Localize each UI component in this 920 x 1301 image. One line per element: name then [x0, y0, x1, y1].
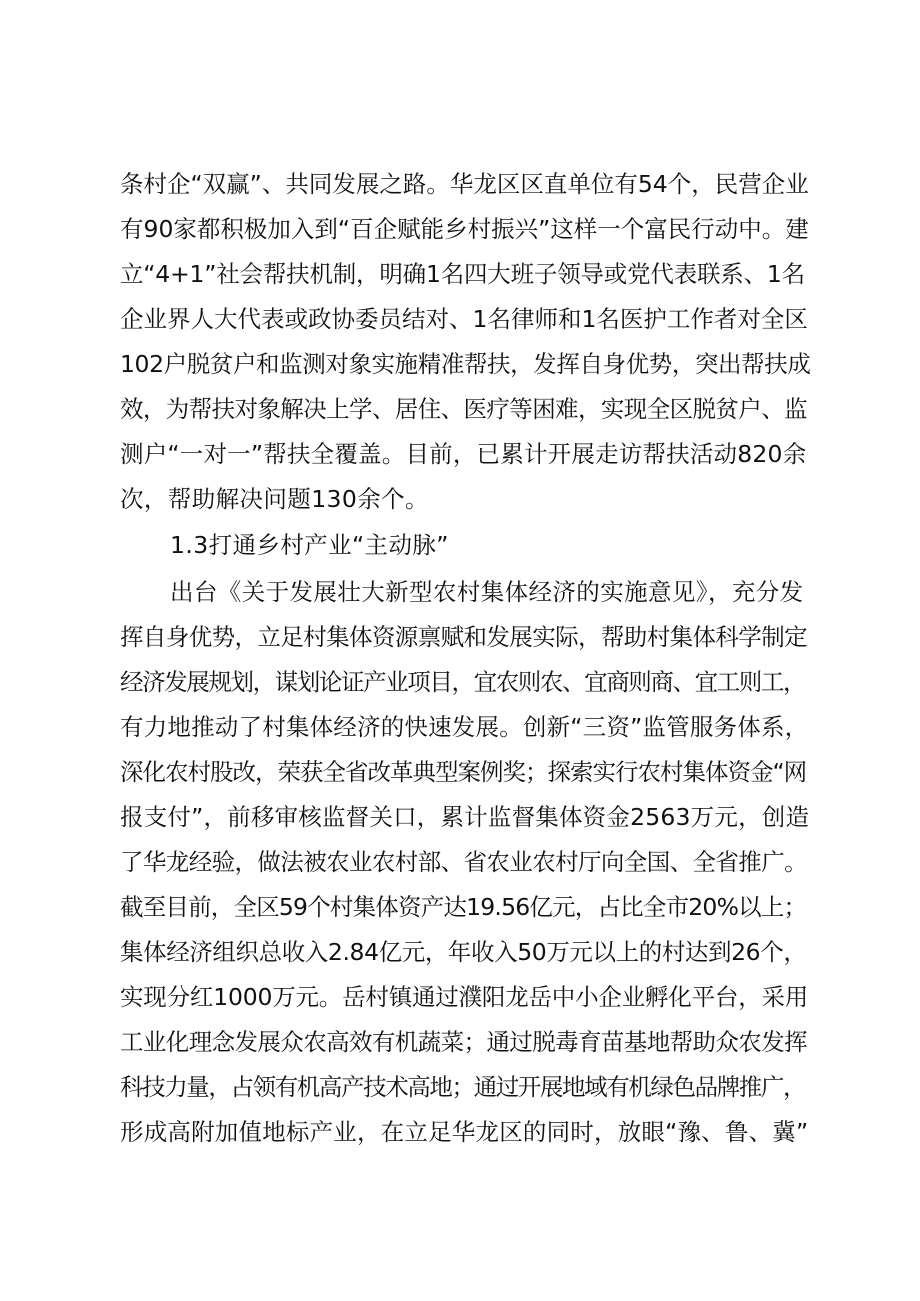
paragraph-1-line-2: 有90家都积极加入到“百企赋能乡村振兴”这样一个富民行动中。建	[120, 215, 809, 243]
section-heading: 1.3打通乡村产业“主动脉”	[170, 531, 449, 559]
paragraph-2-line-9: 集体经济组织总收入2.84亿元，年收入50万元以上的村达到26个，	[120, 938, 807, 966]
paragraph-2-line-10: 实现分红1000万元。岳村镇通过濮阳龙岳中小企业孵化平台，采用	[120, 983, 809, 1011]
paragraph-2-line-7: 了华龙经验，做法被农业农村部、省农业农村厅向全国、全省推广。	[120, 848, 807, 876]
paragraph-2-line-13: 形成高附加值地标产业，在立足华龙区的同时，放眼“豫、鲁、冀”	[120, 1118, 809, 1146]
paragraph-2-line-2: 挥自身优势，立足村集体资源禀赋和发展实际，帮助村集体科学制定	[120, 623, 807, 651]
paragraph-1-line-8: 次，帮助解决问题130余个。	[120, 485, 429, 513]
paragraph-1-line-3: 立“4+1”社会帮扶机制，明确1名四大班子领导或党代表联系、1名	[120, 260, 805, 288]
paragraph-1-line-7: 测户“一对一”帮扶全覆盖。目前，已累计开展走访帮扶活动820余	[120, 440, 807, 468]
paragraph-1-line-5: 102户脱贫户和监测对象实施精准帮扶，发挥自身优势，突出帮扶成	[120, 350, 810, 378]
paragraph-2-line-5: 深化农村股改，荣获全省改革典型案例奖；探索实行农村集体资金“网	[120, 758, 807, 786]
paragraph-2-line-4: 有力地推动了村集体经济的快速发展。创新“三资”监管服务体系，	[120, 713, 809, 741]
paragraph-2-line-11: 工业化理念发展众农高效有机蔬菜；通过脱毒育苗基地帮助众农发挥	[120, 1028, 807, 1056]
paragraph-1-line-1: 条村企“双赢”、共同发展之路。华龙区区直单位有54个，民营企业	[120, 170, 809, 198]
paragraph-1-line-6: 效，为帮扶对象解决上学、居住、医疗等困难，实现全区脱贫户、监	[120, 395, 807, 423]
paragraph-2-line-8: 截至目前，全区59个村集体资产达19.56亿元，占比全市20%以上；	[120, 893, 807, 921]
paragraph-2-line-6: 报支付”，前移审核监督关口，累计监督集体资金2563万元，创造	[120, 803, 810, 831]
paragraph-2-line-3: 经济发展规划，谋划论证产业项目，宜农则农、宜商则商、宜工则工，	[120, 668, 806, 696]
paragraph-2-line-1: 出台《关于发展壮大新型农村集体经济的实施意见》，充分发	[170, 578, 804, 606]
paragraph-2-line-12: 科技力量，占领有机高产技术高地；通过开展地域有机绿色品牌推广，	[120, 1073, 806, 1101]
paragraph-1-line-4: 企业界人大代表或政协委员结对、1名律师和1名医护工作者对全区	[120, 305, 808, 333]
